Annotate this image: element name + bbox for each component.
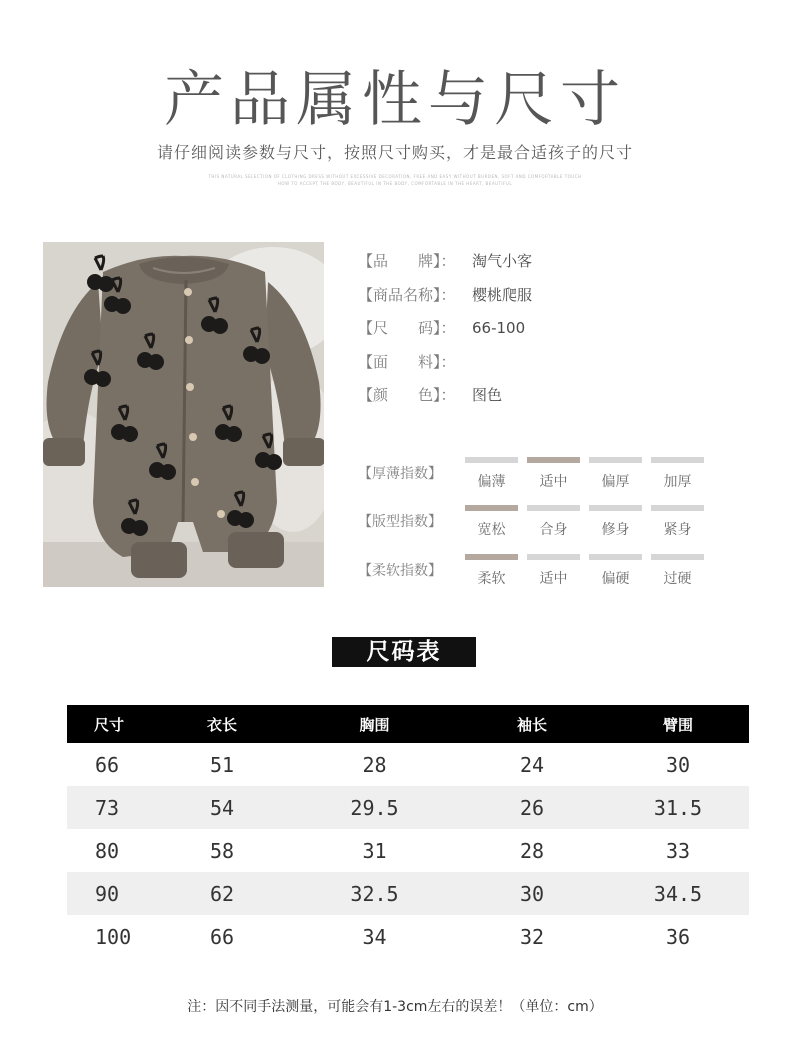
index-option-selected <box>527 457 580 491</box>
cell-arm: 31.5 <box>653 795 703 820</box>
index-option <box>527 505 580 539</box>
index-bar-selected <box>527 457 580 463</box>
cell-length: 58 <box>209 838 235 863</box>
cell-chest: 32.5 <box>350 881 399 906</box>
cherry-romper-illustration <box>43 242 324 587</box>
index-option-selected <box>465 505 518 539</box>
attr-key: 【品 牌】： <box>358 252 456 271</box>
attr-key: 【商品名称】： <box>358 285 456 304</box>
cell-length: 51 <box>209 752 235 777</box>
cell-chest: 34 <box>362 924 387 949</box>
index-option-label: 过硬 <box>663 571 692 587</box>
index-option-label: 偏薄 <box>477 474 506 490</box>
index-bar <box>651 554 704 560</box>
index-option-label: 适中 <box>539 474 568 490</box>
index-option-label: 合身 <box>539 522 568 538</box>
table-header-row <box>67 705 749 743</box>
index-bar-selected <box>465 505 518 511</box>
cell-size: 80 <box>95 838 120 863</box>
cell-arm: 30 <box>665 752 691 777</box>
table-row <box>67 829 749 872</box>
fine-print-line-1: THIS NATURAL SELECTION OF CLOTHING DRESS WITHOUT EXCESSIVE DECORATION, FREE AND EASY WITHOUT BURDEN, SOFT AND COMFORTABLE TOUCH <box>208 174 582 179</box>
index-bar <box>465 457 518 463</box>
table-row <box>67 872 749 915</box>
cell-length: 66 <box>209 924 235 949</box>
cell-size: 66 <box>95 752 120 777</box>
page-title: 产品属性与尺寸 <box>164 65 626 135</box>
cell-length: 54 <box>209 795 235 820</box>
page-subtitle: 请仔细阅读参数与尺寸，按照尺寸购买，才是最合适孩子的尺寸 <box>156 143 633 162</box>
fine-print-line-2: HOW TO ACCEPT THE BODY, BEAUTIFUL IN THE BODY, COMFORTABLE IN THE HEART, BEAUTIFUL <box>277 181 513 186</box>
index-bar <box>589 457 642 463</box>
index-option-label: 偏厚 <box>601 474 630 490</box>
index-option <box>589 505 642 539</box>
attr-value: 淘气小客 <box>472 252 533 271</box>
attr-size <box>358 311 532 345</box>
size-table <box>67 705 749 958</box>
cell-size: 100 <box>95 924 132 949</box>
index-option <box>651 457 704 491</box>
table-row <box>67 743 749 786</box>
attr-key: 【颜 色】： <box>358 386 456 405</box>
product-photo <box>43 242 324 587</box>
index-option-selected <box>465 554 518 588</box>
cell-chest: 31 <box>362 838 387 863</box>
cell-sleeve: 26 <box>519 795 545 820</box>
index-option <box>651 505 704 539</box>
index-option <box>589 554 642 588</box>
index-bar <box>651 457 704 463</box>
cell-sleeve: 24 <box>519 752 545 777</box>
cell-size: 90 <box>95 881 120 906</box>
index-option-label: 柔软 <box>477 571 506 587</box>
header-sleeve: 袖长 <box>516 715 547 734</box>
cell-chest: 29.5 <box>350 795 399 820</box>
cell-sleeve: 32 <box>519 924 545 949</box>
cell-sleeve: 28 <box>519 838 545 863</box>
cell-size: 73 <box>95 795 120 820</box>
attr-key: 【尺 码】： <box>358 319 456 338</box>
index-bar <box>651 505 704 511</box>
attr-value: 图色 <box>472 386 503 405</box>
attr-color <box>358 378 532 412</box>
header-size: 尺寸 <box>94 715 125 734</box>
cell-arm: 36 <box>665 924 691 949</box>
index-label: 【柔软指数】 <box>358 563 442 579</box>
cell-length: 62 <box>209 881 235 906</box>
cell-sleeve: 30 <box>519 881 545 906</box>
index-option-label: 宽松 <box>477 522 506 538</box>
index-option <box>651 554 704 588</box>
cell-arm: 34.5 <box>653 881 703 906</box>
attr-value: 樱桃爬服 <box>472 285 533 304</box>
cell-arm: 33 <box>665 838 691 863</box>
attr-value: 66-100 <box>472 318 526 337</box>
header-length: 衣长 <box>206 715 237 734</box>
table-row <box>67 915 749 958</box>
index-option <box>589 457 642 491</box>
index-option <box>527 554 580 588</box>
cell-chest: 28 <box>362 752 387 777</box>
product-attributes <box>358 244 532 412</box>
header-chest: 胸围 <box>359 715 390 734</box>
measurement-note: 注：因不同手法测量，可能会有1-3cm左右的误差！（单位：cm） <box>187 999 603 1015</box>
index-bar <box>527 554 580 560</box>
index-option-label: 修身 <box>601 522 630 538</box>
index-bar <box>589 554 642 560</box>
index-option-label: 加厚 <box>663 474 692 490</box>
attr-brand <box>358 244 532 278</box>
index-bar <box>527 505 580 511</box>
attr-product-name <box>358 278 532 312</box>
table-row <box>67 786 749 829</box>
index-label: 【厚薄指数】 <box>358 466 442 482</box>
index-label: 【版型指数】 <box>358 514 442 530</box>
size-chart-title: 尺码表 <box>332 637 476 667</box>
attr-key: 【面 料】： <box>358 352 456 371</box>
index-option-label: 紧身 <box>663 522 692 538</box>
header-arm: 臂围 <box>662 715 693 734</box>
index-bar-selected <box>465 554 518 560</box>
attr-fabric <box>358 345 532 379</box>
index-option-label: 偏硬 <box>601 571 630 587</box>
index-bar <box>589 505 642 511</box>
index-option <box>465 457 518 491</box>
index-option-label: 适中 <box>539 571 568 587</box>
